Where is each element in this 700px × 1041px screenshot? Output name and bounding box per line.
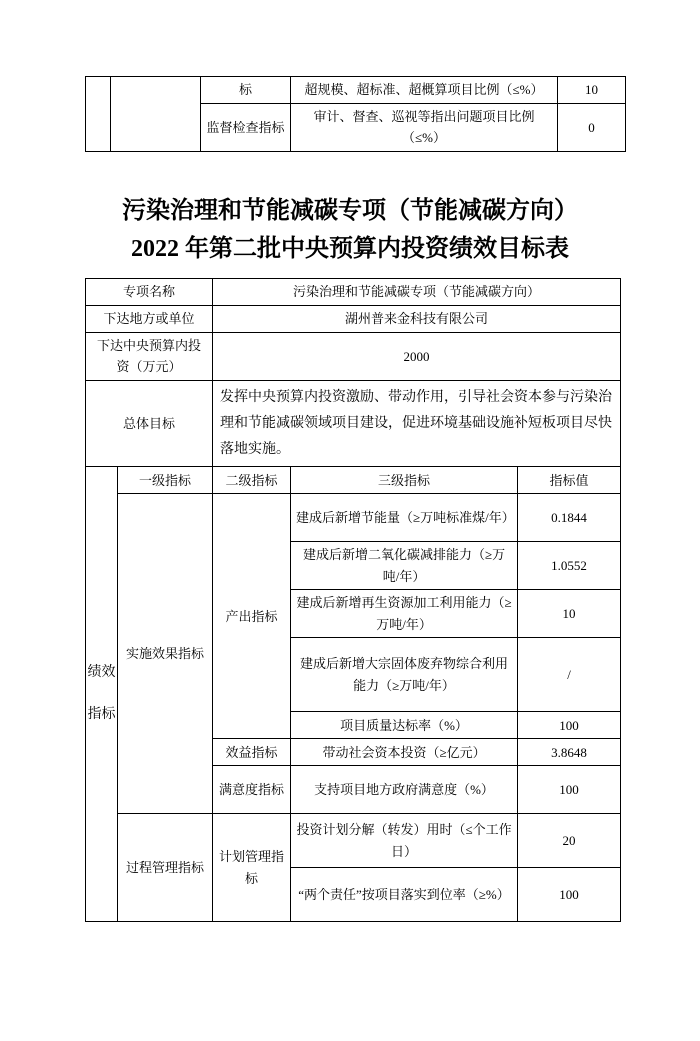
performance-target-table (85, 278, 621, 923)
indicator-name-cell: “两个责任”按项目落实到位率（≥%） (291, 868, 518, 922)
fragment-value-cell: 10 (558, 77, 626, 104)
indicator-value-cell: 100 (518, 712, 621, 739)
indicator-name-cell: 建成后新增大宗固体废弃物综合利用能力（≥万吨/年） (291, 638, 518, 712)
fragment-label-cell: 监督检查指标 (201, 104, 291, 152)
group-output-indicators: 产出指标 (213, 494, 291, 739)
empty-cell (86, 77, 111, 152)
info-label-investment: 下达中央预算内投资（万元） (86, 332, 213, 380)
group-process-indicators: 过程管理指标 (118, 814, 213, 922)
fragment-value-cell: 0 (558, 104, 626, 152)
group-plan-indicators: 计划管理指标 (213, 814, 291, 922)
fragment-indicator-cell: 超规模、超标准、超概算项目比例（≤%） (291, 77, 558, 104)
indicator-name-cell: 建成后新增节能量（≥万吨标准煤/年） (291, 494, 518, 542)
info-value-unit: 湖州普来金科技有限公司 (213, 305, 621, 332)
document-page (0, 76, 700, 1041)
fragment-indicator-cell: 审计、督查、巡视等指出问题项目比例（≤%） (291, 104, 558, 152)
info-label-unit: 下达地方或单位 (86, 305, 213, 332)
info-value-overall-goal: 发挥中央预算内投资激励、带动作用，引导社会资本参与污染治理和节能减碳领域项目建设，促进环境基础设施补短板项目尽快落地实施。 (213, 380, 621, 467)
indicator-name-cell: 带动社会资本投资（≥亿元） (291, 739, 518, 766)
group-satisfaction-indicators: 满意度指标 (213, 766, 291, 814)
indicator-value-cell: 3.8648 (518, 739, 621, 766)
info-label-overall-goal: 总体目标 (86, 380, 213, 467)
indicator-value-cell: 20 (518, 814, 621, 868)
header-level2: 二级指标 (213, 467, 291, 494)
empty-cell (111, 77, 201, 152)
page-title (0, 192, 700, 268)
indicator-value-cell: 100 (518, 766, 621, 814)
indicator-name-cell: 建成后新增再生资源加工利用能力（≥万吨/年） (291, 590, 518, 638)
indicator-value-cell: 1.0552 (518, 542, 621, 590)
continued-indicator-table (85, 76, 626, 152)
info-value-project-name: 污染治理和节能减碳专项（节能减碳方向） (213, 278, 621, 305)
indicator-value-cell: 10 (518, 590, 621, 638)
indicator-name-cell: 项目质量达标率（%） (291, 712, 518, 739)
page-title-line2: 2022 年第二批中央预算内投资绩效目标表 (131, 235, 569, 262)
group-effect-indicators: 实施效果指标 (118, 494, 213, 814)
indicator-name-cell: 支持项目地方政府满意度（%） (291, 766, 518, 814)
indicator-name-cell: 建成后新增二氧化碳减排能力（≥万吨/年） (291, 542, 518, 590)
header-level3: 三级指标 (291, 467, 518, 494)
page-title-line1: 污染治理和节能减碳专项（节能减碳方向） (122, 197, 578, 224)
indicator-value-cell: / (518, 638, 621, 712)
indicator-value-cell: 0.1844 (518, 494, 621, 542)
group-benefit-indicators: 效益指标 (213, 739, 291, 766)
fragment-label-cell: 标 (201, 77, 291, 104)
side-label-performance-indicators: 绩效指标 (86, 467, 118, 922)
info-value-investment: 2000 (213, 332, 621, 380)
info-label-project-name: 专项名称 (86, 278, 213, 305)
indicator-name-cell: 投资计划分解（转发）用时（≤个工作日） (291, 814, 518, 868)
header-value: 指标值 (518, 467, 621, 494)
indicator-value-cell: 100 (518, 868, 621, 922)
header-level1: 一级指标 (118, 467, 213, 494)
